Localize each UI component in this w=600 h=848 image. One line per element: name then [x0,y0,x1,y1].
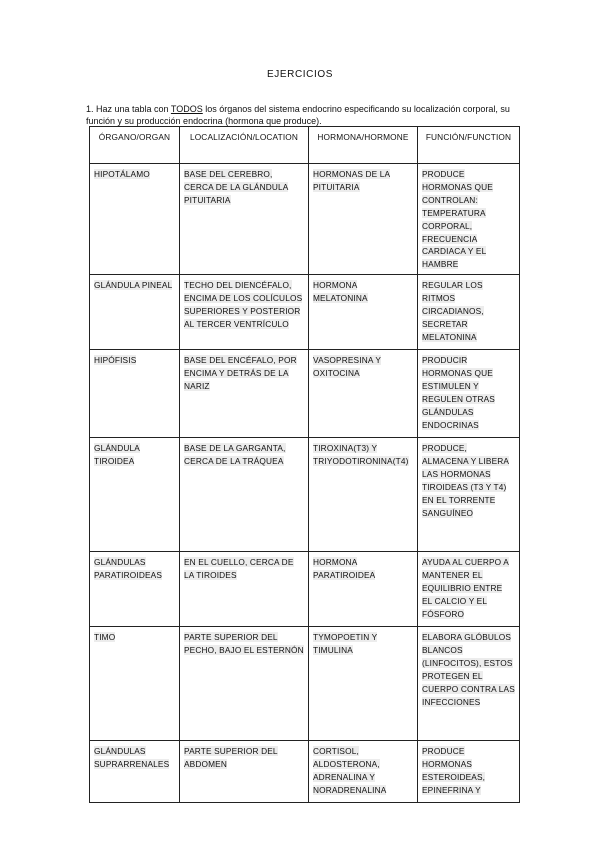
location-cell [180,741,309,803]
table-row [90,627,520,741]
organ-cell [90,275,180,350]
cell-text: PARTE SUPERIOR DEL ABDOMEN [184,746,278,770]
page-title: EJERCICIOS [266,69,333,80]
location-cell [180,627,309,741]
cell-text: CORTISOL, ALDOSTERONA, ADRENALINA Y NORADRENALINA [313,746,387,795]
location-cell [180,164,309,275]
table-row [90,552,520,627]
cell-text: TYMOPOETIN Y TIMULINA [313,632,378,656]
cell-text: TIROXINA(T3) Y TRIYODOTIRONINA(T4) [313,443,409,467]
cell-text: GLÁNDULA TIROIDEA [94,443,140,467]
cell-text: PRODUCE HORMONAS ESTEROIDEAS, EPINEFRINA Y [422,746,486,795]
cell-text: BASE DE LA GARGANTA, CERCA DE LA TRÁQUEA [184,443,286,467]
function-cell [418,741,520,803]
header-organ: ÓRGANO/ORGAN [90,127,180,164]
hormone-cell [309,741,418,803]
endocrine-organs-table [89,126,520,803]
function-cell [418,438,520,552]
instructions-prefix: 1. Haz una tabla con [86,104,171,114]
location-cell [180,552,309,627]
hormone-cell [309,164,418,275]
cell-text: HORMONAS DE LA PITUITARIA [313,169,391,192]
cell-text: TIMO [94,632,116,643]
instructions-underlined-word: TODOS [170,104,203,114]
header-function: FUNCIÓN/FUNCTION [418,127,520,164]
function-cell [418,164,520,275]
table-row [90,350,520,438]
hormone-cell [309,627,418,741]
cell-text: BASE DEL ENCÉFALO, POR ENCIMA Y DETRÁS DE LA NARIZ [184,355,297,392]
location-cell [180,350,309,438]
cell-text: GLÁNDULAS SUPRARRENALES [94,746,170,770]
cell-text: TECHO DEL DIENCÉFALO, ENCIMA DE LOS COLÍCULOS SUPERIORES Y POSTERIOR AL TERCER VENTRÍCULO [184,280,303,329]
cell-text: HIPÓFISIS [94,355,137,366]
organ-cell [90,627,180,741]
table-row [90,438,520,552]
cell-text: HORMONA MELATONINA [313,280,368,304]
cell-text: PRODUCE HORMONAS QUE CONTROLAN: TEMPERATURA CORPORAL, FRECUENCIA CARDIACA Y EL HAMBRE [422,169,493,270]
exercise-instructions [86,104,526,127]
hormone-cell [309,350,418,438]
table-row [90,275,520,350]
header-hormone: HORMONA/HORMONE [309,127,418,164]
cell-text: GLÁNDULAS PARATIROIDEAS [94,557,163,581]
function-cell [418,275,520,350]
function-cell [418,350,520,438]
function-cell [418,627,520,741]
cell-text: HORMONA PARATIROIDEA [313,557,376,581]
location-cell [180,275,309,350]
table-row [90,164,520,275]
cell-text: VASOPRESINA Y OXITOCINA [313,355,382,379]
cell-text: REGULAR LOS RITMOS CIRCADIANOS, SECRETAR MELATONINA [422,280,484,342]
organ-cell [90,552,180,627]
function-cell [418,552,520,627]
organ-cell [90,350,180,438]
organ-cell [90,164,180,275]
organ-cell [90,741,180,803]
cell-text: GLÁNDULA PINEAL [94,280,173,291]
header-location: LOCALIZACIÓN/LOCATION [180,127,309,164]
cell-text: AYUDA AL CUERPO A MANTENER EL EQUILIBRIO ENTRE EL CALCIO Y EL FÓSFORO [422,557,509,619]
cell-text: EN EL CUELLO, CERCA DE LA TIROIDES [184,557,294,581]
table-header-row [90,127,520,164]
cell-text: BASE DEL CEREBRO, CERCA DE LA GLÁNDULA PITUITARIA [184,169,289,205]
table-row [90,741,520,803]
cell-text: ELABORA GLÓBULOS BLANCOS (LINFOCITOS), ESTOS PROTEGEN EL CUERPO CONTRA LAS INFECCIONES [422,632,515,707]
hormone-cell [309,552,418,627]
hormone-cell [309,438,418,552]
cell-text: PRODUCE, ALMACENA Y LIBERA LAS HORMONAS TIROIDEAS (T3 Y T4) EN EL TORRENTE SANGUÍNEO [422,443,510,518]
cell-text: PRODUCIR HORMONAS QUE ESTIMULEN Y REGULEN OTRAS GLÁNDULAS ENDOCRINAS [422,355,495,430]
organ-cell [90,438,180,552]
instructions-suffix: los órganos del sistema endocrino especificando su localización corporal, su función y su producción endocrina (hormona que produce). [86,104,510,126]
cell-text: PARTE SUPERIOR DEL PECHO, BAJO EL ESTERNÓN [184,632,304,656]
hormone-cell [309,275,418,350]
location-cell [180,438,309,552]
cell-text: HIPOTÁLAMO [94,169,150,179]
